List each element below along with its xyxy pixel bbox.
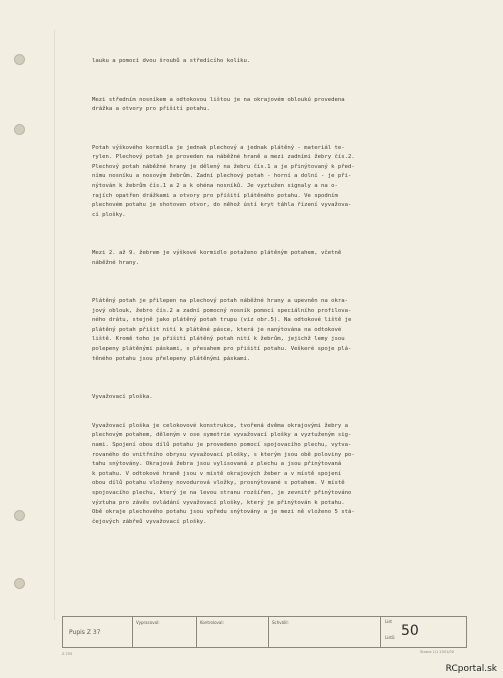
footer-cell-prepared: [133, 617, 197, 647]
page-number: 50: [401, 623, 419, 639]
punch-hole: [14, 510, 25, 521]
punch-hole: [14, 578, 25, 589]
paragraph: Mezi 2. až 9. žebrem je výškové kormidlo potaženo plátěným potahem, včetně náběžné hrany.: [92, 250, 342, 266]
paragraph: Potah výškového kormidla je jednak plechový a jednak plátěný - materiál te- rylen. Plechový potah je proveden na náběžné hraně a mezi zadními žebry čís.2. Plechový potah náběžné hrany je dělený na žebru čís.1 a je přinýtovaný k před- nímu nosníku a nosovým žebrům. Zadní plechový potah - horní a dolní - je při- nýtován k žebrům čís.1 a 2 a k ohéna nosníků. Je vyztužen signaly a na o- rajích opatřen drážkami a otvory pro přišití plátěného potahu. Ve spodním plechovém potahu je shotoven otvor, do něhož ústí kryt táhla řízení vyvažova- cí plošky.: [92, 144, 355, 218]
section-heading: Vyvažovací ploška.: [92, 393, 153, 400]
punch-hole: [14, 54, 25, 65]
footer-cell-page: [381, 617, 466, 647]
title-block: [62, 616, 467, 648]
footer-cell-approved: [269, 617, 381, 647]
paragraph: Vyvažovací ploška je celokovové konstrukce, tvořená dvěma okrajovými žebry a plechovým potahem, děleným v ose symetrie vyvažovací plošky a vyztuženým sig- nami. Spojení obou dílů potahu je provedeno pomocí spojovacího plechu, vytva- rovaného do vnitřního obrysu vyvažovací plošky, s kterým jsou obě poloviny po- tahu snýtovány. Okrajová žebra jsou vylisovaná z plechu a jsou přinýtovaná k potahu. V odtokové hraně jsou v místě okrajových žeber a v místě spojení obou dílů potahu vloženy novodurová vložky, prosnýtované s potahem. V místě spojovacího plechu, který je na levou stranu rozšířen, je zevnitř přinýtováno výztuha pro závěs ovládání vyvažovací plošky, který je přinýtován k potahu. Obě okraje plechového potahu jsou vpředu snýtovány a je mezi ně vloženo 5 stá- čejových zábřeů vyvažovací plošky.: [92, 422, 355, 525]
margin-line: [54, 30, 55, 620]
paragraph: Plátěný potah je přilepen na plechový potah náběžné hrany a upevněn na okra- jový oblouk, žebro čís.2 a zadní pomocný nosník pomocí speciálního profilova- ného drátu, stejně jako plátěný potah trupu (viz obr.5). Na odtokové liště je plátěný potah přišit nití k plátěné pásce, která je nanýtována na odtokové liště. Kromě toho je přišití plátěný potah nití k žebrům, jejichž lemy jsou polepeny plátěnými páskami, s přesahem pro přišití potahu. Veškeré spoje plá- těného potahu jsou přelepeny plátěnými páskami.: [92, 298, 352, 362]
left-note: Z 255: [62, 652, 73, 656]
list-label: List: [385, 619, 392, 624]
corner-note: Strana 1/1 2501/00: [420, 650, 454, 654]
document-code: Pupis Z 37: [63, 617, 133, 647]
paragraph: Mezi středním nosníkem a odtokovou lištou je na okrajovém obloukú provedena drážka a otvory pro přišití potahu.: [92, 96, 345, 113]
document-body: [92, 38, 477, 556]
footer-label: Schválil:: [272, 620, 289, 625]
footer-label: Kontroloval:: [200, 620, 224, 625]
paragraph: lauku a pomocí dvou šroubů a středícího kolíku.: [92, 58, 251, 65]
punch-hole: [14, 124, 25, 135]
watermark: RCportal.sk: [445, 664, 497, 674]
footer-label: Vypracoval:: [136, 620, 160, 625]
footer-cell-checked: [197, 617, 269, 647]
list-count-label: Listů: [385, 635, 395, 640]
